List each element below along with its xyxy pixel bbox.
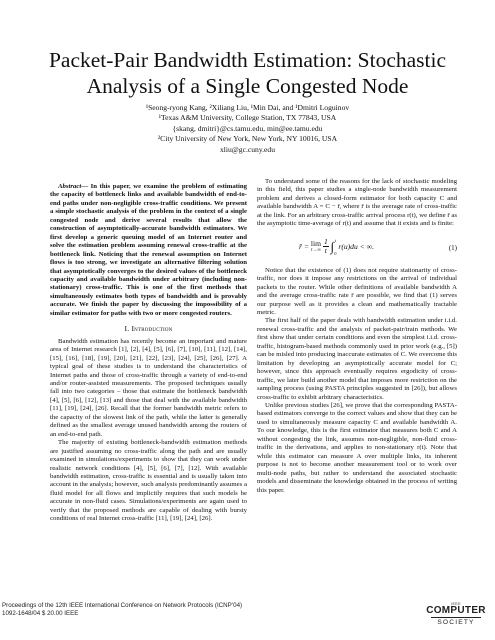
right-paragraph-4: Unlike previous studies [26], we prove that the corresponding PASTA-based estimators converge to the correct values and show that they can be used to simultaneously measure capacity C and available bandwidth A. To our knowledge, this is the first estimator that measures both C and A without congesting the link, assumes non-negligible, non-fluid cross-traffic in the derivations, and applies to non-stationary r(t). Note that while this estimator can measure A over multiple links, its inherent purpose is not to become another measurement tool or to work over multi-node paths, but rather to understand the associated stochastic models and disseminate the knowledge obtained in the process of writing this paper. [257, 401, 457, 494]
author-names: ¹Seong-ryong Kang, ²Xiliang Liu, ¹Min Dai, and ¹Dmitri Loguinov [145, 103, 350, 112]
right-paragraph-1: To understand some of the reasons for the lack of stochastic modeling in this field, this paper studies a single-node bandwidth measurement problem and derives a closed-form estimator for both capacity C and available bandwidth A = C − r̄, where r̄ is the average rate of cross-traffic at the link. For an arbitrary cross-traffic arrival process r(t), we define r̄ as the asymptotic time-average of r(t) and assume that it exists and is finite: [257, 178, 457, 228]
left-column [50, 183, 247, 524]
equation-limit [311, 240, 321, 254]
abstract-lead: Abstract [58, 183, 82, 190]
integral-lower: 0 [334, 250, 337, 256]
equation-rhs: r(u)du < ∞. [338, 241, 374, 251]
ieee-computer-society-logo [418, 602, 494, 627]
equation-lhs: r̄ = [299, 241, 311, 251]
author-block [60, 103, 435, 155]
limit-subscript: t→∞ [310, 247, 321, 253]
logo-ieee-text: IEEE [451, 602, 461, 606]
equation-number: (1) [448, 243, 457, 252]
section-heading-introduction: I. Introduction [124, 324, 173, 334]
fraction-numerator: 1 [323, 237, 328, 247]
limit-text: lim [310, 238, 322, 248]
fraction-denominator: t [324, 246, 327, 256]
affiliation-2: ²City University of New York, New York, NY 10016, USA [157, 134, 338, 144]
integral-sign: ∫ [330, 238, 335, 254]
equation-expression [299, 238, 374, 256]
proceedings-footer [2, 602, 242, 618]
logo-computer-text: COMPUTER [426, 605, 486, 616]
intro-paragraph-1: Bandwidth estimation has recently become an important and mature area of Internet research [1], [2], [4], [5], [6], [7], [10], [11], [12], [14], [15], [16], [18], [19], [20], [21], [22], [23], [24], [25], [26], [27]. A typical goal of these studies is to understand the characteristics of Internet paths and those of cross-traffic through a variety of end-to-end and/or router-assisted measurements. The proposed techniques usually fall into two categories – those that estimate the bottleneck bandwidth [4], [5], [6], [12], [13] and those that deal with the available bandwidth [11], [19], [24], [26]. Recall that the former bandwidth metric refers to the capacity of the slowest link of the path, while the latter is generally defined as the smallest average unused bandwidth among the routers of an end-to-end path. [50, 337, 247, 438]
equation-fraction [323, 238, 329, 255]
email-2: xliu@gc.cuny.edu [219, 144, 275, 154]
abstract-text: — In this paper, we examine the problem of estimating the capacity of bottleneck links and available bandwidth of end-to-end paths under non-negligible cross-traffic conditions. We present a simple stochastic analysis of the problem in the context of a single congested node and derive several results that allow the construction of asymptotically-accurate bandwidth estimators. We first develop a generic queuing model of an Internet router and solve the estimation problem assuming renewal cross-traffic at the bottleneck link. Noticing that the renewal assumption on Internet flows is too strong, we investigate an alternative filtering solution that asymptotically converges to the desired values of the bottleneck capacity and available bandwidth under arbitrary (including non-stationary) cross-traffic. This is one of the first methods that simultaneously estimates both types of bandwidth and is provably accurate. We finish the paper by discussing the impossibility of a similar estimator for paths with two or more congested routers. [50, 183, 247, 317]
email-1: {skang, dmitri}@cs.tamu.edu, min@ee.tamu.edu [172, 123, 323, 133]
footer-line-2: 1092-1648/04 $ 20.00 IEEE [2, 610, 79, 618]
abstract [50, 183, 247, 318]
logo-divider [431, 617, 481, 618]
intro-paragraph-2: The majority of existing bottleneck-bandwidth estimation methods are justified assuming no cross-traffic along the path and are usually examined in simulations/experiments to show that they can work under realistic network conditions [4], [5], [6], [7], [12]. With available bandwidth estimation, cross-traffic is essential and is usually taken into account in the analysis; however, such analysis predominantly assumes a fluid model for all flows and implicitly requires that such models be accurate in non-fluid cases. Simulations/experiments are again used to verify that the proposed methods are capable of dealing with bursty conditions of real Internet cross-traffic [11], [19], [24], [26]. [50, 439, 247, 523]
footer-line-1: Proceedings of the 12th IEEE International Conference on Network Protocols (ICNP’04) [2, 602, 243, 609]
equation-1 [257, 232, 457, 262]
affiliation-1: ¹Texas A&M University, College Station, TX 77843, USA [158, 113, 337, 123]
integral-upper: t [334, 237, 336, 243]
logo-society-text: SOCIETY [437, 619, 475, 626]
paper-title: Packet-Pair Bandwidth Estimation: Stochastic Analysis of a Single Congested Node [48, 48, 447, 98]
integral-limits [334, 238, 336, 256]
right-column [257, 178, 457, 495]
right-paragraph-2: Notice that the existence of (1) does not require stationarity of cross-traffic, nor does it impose any restrictions on the arrival of individual packets to the router. While other definitions of available bandwidth A and the average cross-traffic rate r̄ are possible, we find that (1) serves our purpose well as it provides a clean and mathematically tractable metric. [257, 266, 457, 316]
right-paragraph-3: The first half of the paper deals with bandwidth estimation under i.i.d. renewal cross-traffic and the analysis of packet-pair/train methods. We first show that under certain conditions and even the simplest i.i.d. cross-traffic, histogram-based methods commonly used in prior work (e.g., [5]) can be misled into producing inaccurate estimates of C. We overcome this limitation by developing an asymptotically accurate model for C; however, since this approach eventually requires ergodicity of cross-traffic, we later build another model that imposes more restriction on the sampling process (using PASTA principles suggested in [26]), but allows cross-traffic to exhibit arbitrary characteristics. [257, 317, 457, 401]
